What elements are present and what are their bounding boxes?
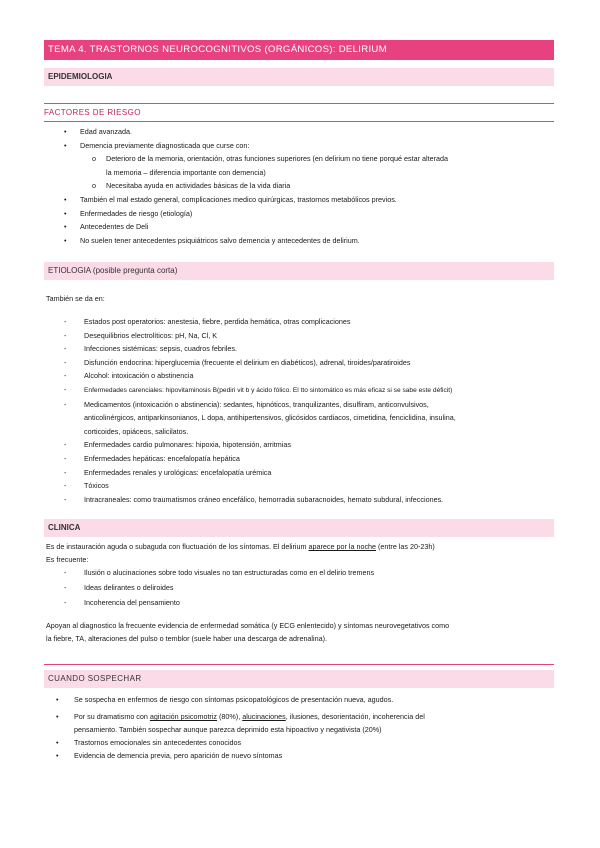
- list-item: - Enfermedades renales y urológicas: encefalopatía urémica: [64, 467, 272, 477]
- section-heading-epidemiologia: EPIDEMIOLOGIA: [44, 68, 554, 86]
- list-item: - Disfunción endocrina: hiperglucemia (frecuente el delirium en diabéticos), adrenal, tiroides/paratiroides: [64, 357, 411, 367]
- list-item: • Evidencia de demencia previa, pero aparición de nuevo síntomas: [56, 751, 283, 760]
- etiologia-intro: También se da en:: [46, 294, 105, 303]
- clinica-underlined: aparece por la noche: [308, 542, 377, 551]
- section-heading-factores: FACTORES DE RIESGO: [44, 108, 141, 117]
- list-item: - Ilusión o alucinaciones sobre todo visuales no tan estructuradas como en el delirio tremens: [64, 568, 375, 577]
- clinica-paragraph-2: la fiebre, TA, alteraciones del pulso o temblor (suele haber una descarga de adrenalina).: [46, 634, 328, 643]
- list-item: - Infecciones sistémicas: sepsis, cuadros febriles.: [64, 344, 237, 354]
- list-item: o Necesitaba ayuda en actividades básicas de la vida diaria: [92, 181, 291, 191]
- list-item: - Enfermedades cardio pulmonares: hipoxia, hipotensión, arritmias: [64, 440, 291, 450]
- section-divider: [44, 664, 554, 665]
- list-item: • Antecedentes de Deli: [64, 222, 149, 232]
- list-item: - Alcohol: intoxicación o abstinencia: [64, 371, 194, 381]
- list-item: - Medicamentos (intoxicación o abstinencia): sedantes, hipnóticos, tranquilizantes, disulfiram, anticonvulsivos,: [64, 399, 429, 409]
- list-item: - Tóxicos: [64, 481, 109, 491]
- section-heading-sospechar: CUANDO SOSPECHAR: [44, 670, 554, 688]
- list-item: • Enfermedades de riesgo (etiología): [64, 208, 193, 218]
- section-heading-clinica: CLINICA: [44, 519, 554, 537]
- list-item: - Enfermedades carenciales: hipovitaminosis B(pediri vit b y ácido fólico. El tto sintomático es más eficaz si se sabe este déficit): [64, 384, 453, 394]
- list-item: - Incoherencia del pensamiento: [64, 598, 180, 607]
- list-item: - Desequilibrios electrolíticos: pH, Na, Cl, K: [64, 330, 218, 340]
- clinica-line2: Es frecuente:: [46, 555, 89, 564]
- list-item: • Por su dramatismo con agitación psicomotriz (80%), alucinaciones, ilusiones, desorientación, incoherencia del: [56, 712, 425, 721]
- factores-list: [64, 125, 554, 247]
- list-item: o Deterioro de la memoria, orientación, otras funciones superiores (en delirium no tiene porqué estar alterada: [92, 154, 448, 164]
- list-item: - Intracraneales: como traumatismos cráneo encefálico, hemorradia subaracnoides, hemato subdural, infecciones.: [64, 494, 444, 504]
- list-item: • Edad avanzada.: [64, 127, 132, 136]
- page-title: TEMA 4. TRASTORNOS NEUROCOGNITIVOS (ORGÁNICOS): DELIRIUM: [44, 40, 554, 60]
- etiologia-list: [64, 315, 554, 506]
- section-divider: [44, 103, 554, 104]
- section-divider: [44, 121, 554, 122]
- clinica-paragraph-1: Apoyan al diagnostico la frecuente evidencia de enfermedad somática (y ECG enlentecido) y síntomas neurovegetativos como: [46, 621, 450, 630]
- list-item: • Demencia previamente diagnosticada que curse con:: [64, 140, 250, 150]
- list-item: • Trastornos emocionales sin antecedentes conocidos: [56, 738, 242, 747]
- list-item: pensamiento. También sospechar aunque parezca deprimido esta hipoactivo y negativista (20%): [74, 725, 382, 734]
- sospechar-list: [56, 693, 554, 762]
- clinica-line1: Es de instauración aguda o subaguda con fluctuación de los síntomas. El delirium aparece por la noche (entre las 20-23h): [46, 542, 435, 551]
- list-item: anticolinérgicos, antiparkinsonianos, L dopa, antihipertensivos, glicósidos cardiacos, cimetidina, fenciclidina, insulina,: [84, 413, 456, 423]
- list-item: la memoria – diferencia importante con demencia): [106, 167, 266, 177]
- section-heading-etiologia: ETIOLOGIA (posible pregunta corta): [44, 262, 554, 280]
- list-item: - Ideas delirantes o deliroides: [64, 583, 174, 592]
- list-item: • También el mal estado general, complicaciones medico quirúrgicas, trastornos metabólicos previos.: [64, 194, 397, 204]
- list-item: - Enfermedades hepáticas: encefalopatía hepática: [64, 453, 240, 463]
- list-item: corticoides, opiáceos, salicilatos.: [84, 426, 189, 436]
- list-item: • Se sospecha en enfermos de riesgo con síntomas psicopatológicos de presentación nueva, agudos.: [56, 695, 394, 704]
- list-item: - Estados post operatorios: anestesia, fiebre, perdida hemática, otras complicaciones: [64, 317, 351, 326]
- list-item: • No suelen tener antecedentes psiquiátricos salvo demencia y antecedentes de delirium.: [64, 235, 360, 245]
- clinica-list: [64, 565, 554, 610]
